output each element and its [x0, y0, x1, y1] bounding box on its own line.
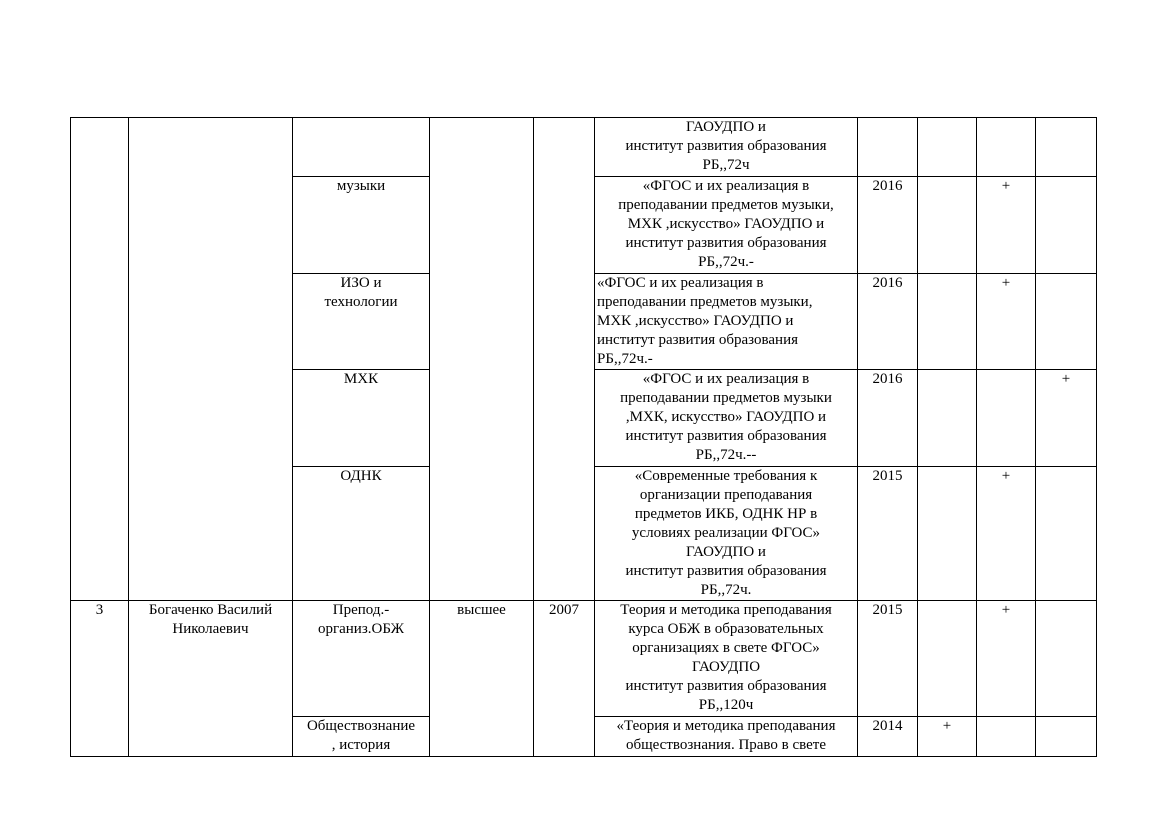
mark-cell-2 — [977, 118, 1036, 177]
subject-cell: ИЗО и технологии — [293, 274, 430, 370]
teacher-name-cell: Богаченко Василий Николаевич — [129, 601, 293, 757]
category-cell: высшее — [430, 601, 534, 757]
course-cell: «Теория и методика преподавания обществознания. Право в свете — [595, 717, 858, 757]
mark-cell-3: + — [1036, 370, 1097, 467]
mark-cell-3 — [1036, 601, 1097, 717]
mark-cell-2: + — [977, 177, 1036, 274]
number-cell: 3 — [71, 601, 129, 757]
mark-cell-2 — [977, 370, 1036, 467]
table-row — [71, 118, 1097, 177]
category-cell — [430, 118, 534, 601]
subject-cell — [293, 118, 430, 177]
mark-cell-3 — [1036, 467, 1097, 601]
table-row — [71, 601, 1097, 717]
start-year-cell — [534, 118, 595, 601]
course-cell: «ФГОС и их реализация в преподавании предметов музыки, МХК ,искусство» ГАОУДПО и институт развития образования РБ,,72ч.- — [595, 274, 858, 370]
mark-cell-1 — [918, 274, 977, 370]
mark-cell-1 — [918, 118, 977, 177]
mark-cell-3 — [1036, 717, 1097, 757]
year-cell — [858, 118, 918, 177]
course-cell: «ФГОС и их реализация в преподавании предметов музыки, МХК ,искусство» ГАОУДПО и институт развития образования РБ,,72ч.- — [595, 177, 858, 274]
subject-cell: музыки — [293, 177, 430, 274]
mark-cell-3 — [1036, 177, 1097, 274]
course-cell: «ФГОС и их реализация в преподавании предметов музыки ,МХК, искусство» ГАОУДПО и институт развития образования РБ,,72ч.-- — [595, 370, 858, 467]
subject-cell: МХК — [293, 370, 430, 467]
mark-cell-1: + — [918, 717, 977, 757]
mark-cell-2: + — [977, 601, 1036, 717]
teacher-name-cell — [129, 118, 293, 601]
number-cell — [71, 118, 129, 601]
start-year-cell: 2007 — [534, 601, 595, 757]
subject-cell: Препод.- организ.ОБЖ — [293, 601, 430, 717]
mark-cell-1 — [918, 177, 977, 274]
staff-training-table — [70, 117, 1097, 757]
mark-cell-2: + — [977, 467, 1036, 601]
mark-cell-1 — [918, 370, 977, 467]
course-cell: ГАОУДПО и институт развития образования РБ,,72ч — [595, 118, 858, 177]
mark-cell-1 — [918, 601, 977, 717]
subject-cell: Обществознание , история — [293, 717, 430, 757]
mark-cell-3 — [1036, 274, 1097, 370]
mark-cell-2 — [977, 717, 1036, 757]
year-cell: 2016 — [858, 370, 918, 467]
course-cell: Теория и методика преподавания курса ОБЖ в образовательных организациях в свете ФГОС» ГАОУДПО институт развития образования РБ,,120ч — [595, 601, 858, 717]
mark-cell-2: + — [977, 274, 1036, 370]
mark-cell-1 — [918, 467, 977, 601]
mark-cell-3 — [1036, 118, 1097, 177]
year-cell: 2016 — [858, 177, 918, 274]
subject-cell: ОДНК — [293, 467, 430, 601]
year-cell: 2015 — [858, 467, 918, 601]
year-cell: 2014 — [858, 717, 918, 757]
course-cell: «Современные требования к организации преподавания предметов ИКБ, ОДНК НР в условиях реализации ФГОС» ГАОУДПО и институт развития образования РБ,,72ч. — [595, 467, 858, 601]
year-cell: 2016 — [858, 274, 918, 370]
year-cell: 2015 — [858, 601, 918, 717]
